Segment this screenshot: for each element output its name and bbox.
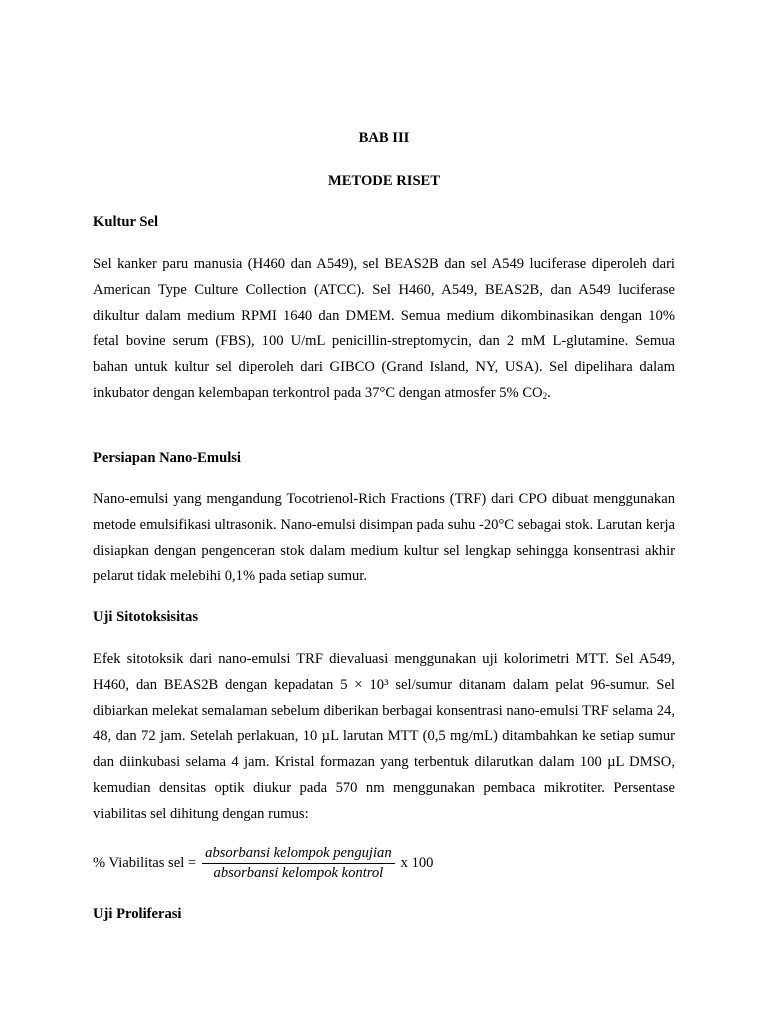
formula-rhs: x 100 bbox=[400, 854, 434, 871]
viability-formula bbox=[93, 843, 433, 883]
chapter-number: BAB III bbox=[358, 130, 410, 146]
paragraph-uji-sitotoksisitas: Efek sitotoksik dari nano-emulsi TRF dievaluasi menggunakan uji kolorimetri MTT. Sel A549, H460, dan BEAS2B dengan kepadatan 5 × 10³ sel/sumur ditanam dalam pelat 96-sumur. Sel dibiarkan melekat semalaman sebelum diberikan berbagai konsentrasi nano-emulsi TRF selama 24, 48, dan 72 jam. Setelah perlakuan, 10 µL larutan MTT (0,5 mg/mL) ditambahkan ke setiap sumur dan diinkubasi selama 4 jam. Kristal formazan yang terbentuk dilarutkan dalam 100 µL DMSO, kemudian densitas optik diukur pada 570 nm menggunakan pembaca mikrotiter. Persentase viabilitas sel dihitung dengan rumus: bbox=[93, 651, 675, 822]
section-heading-persiapan-nano-emulsi: Persiapan Nano-Emulsi bbox=[93, 450, 241, 466]
formula-numerator: absorbansi kelompok pengujian bbox=[205, 844, 392, 861]
formula-denominator: absorbansi kelompok kontrol bbox=[213, 864, 384, 881]
paragraph-persiapan-nano-emulsi: Nano-emulsi yang mengandung Tocotrienol-Rich Fractions (TRF) dari CPO dibuat menggunakan metode emulsifikasi ultrasonik. Nano-emulsi disimpan pada suhu -20°C sebagai stok. Larutan kerja disiapkan dengan pengenceran stok dalam medium kultur sel lengkap sehingga konsentrasi akhir pelarut tidak melebihi 0,1% pada setiap sumur. bbox=[93, 491, 675, 585]
formula-fraction bbox=[202, 845, 394, 882]
section-heading-uji-sitotoksisitas: Uji Sitotoksisitas bbox=[93, 609, 199, 625]
co2-subscript: 2 bbox=[542, 390, 548, 401]
paragraph-kultur-sel-end: . bbox=[547, 384, 551, 401]
paragraph-kultur-sel-text: Sel kanker paru manusia (H460 dan A549), sel BEAS2B dan sel A549 luciferase diperoleh dari American Type Culture Collection (ATCC). Sel H460, A549, BEAS2B, dan A549 luciferase dikultur dalam medium RPMI 1640 dan DMEM. Semua medium dikombinasikan dengan 10% fetal bovine serum (FBS), 100 U/mL penicillin-streptomycin, dan 2 mM L-glutamine. Semua bahan untuk kultur sel diperoleh dari GIBCO (Grand Island, NY, USA). Sel dipelihara dalam inkubator dengan kelembapan terkontrol pada 37°C dengan atmosfer 5% CO bbox=[93, 256, 675, 401]
section-heading-uji-proliferasi: Uji Proliferasi bbox=[93, 906, 182, 922]
formula-lhs: % Viabilitas sel = bbox=[93, 854, 197, 871]
chapter-title: METODE RISET bbox=[327, 173, 441, 189]
section-heading-kultur-sel: Kultur Sel bbox=[93, 214, 159, 230]
page-content bbox=[93, 0, 675, 1024]
paragraph-kultur-sel bbox=[93, 252, 675, 407]
